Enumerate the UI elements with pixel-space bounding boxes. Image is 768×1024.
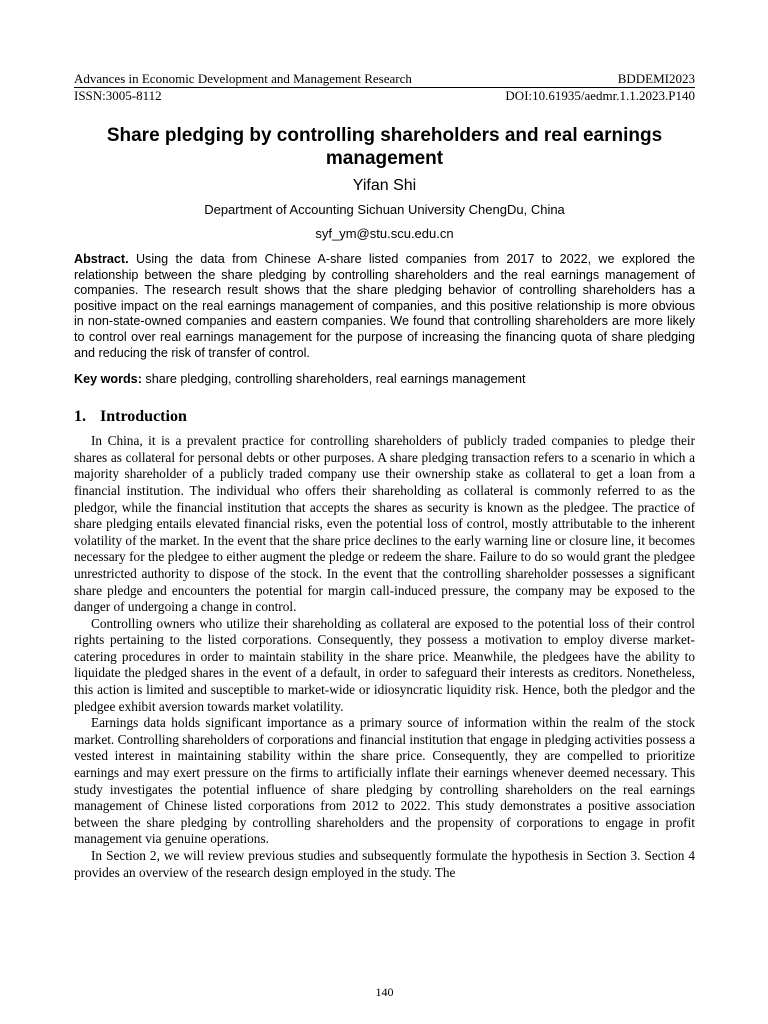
journal-name: Advances in Economic Development and Management Research — [74, 71, 412, 86]
section-title: Introduction — [100, 408, 187, 426]
keywords-text: share pledging, controlling shareholders, real earnings management — [145, 372, 526, 387]
issn: ISSN:3005-8112 — [74, 88, 162, 103]
conference-name: BDDEMI2023 — [617, 71, 695, 86]
paper-page — [74, 0, 695, 1024]
abstract-text: Using the data from Chinese A-share listed companies from 2017 to 2022, we explored the relationship between the share pledging by controlling shareholders and the real earnings management of companies. The research result shows that the share pledging behavior of controlling shareholders has a positive impact on the real earnings management of companies, and this positive relationship is more obvious in non-state-owned companies and eastern companies. We found that controlling shareholders are more likely to control over real earnings management for the purpose of increasing the financing quota of share pledging and reducing the risk of transfer of control. — [74, 252, 696, 360]
abstract — [74, 252, 695, 361]
abstract-label: Abstract. — [74, 252, 129, 266]
paragraph: Controlling owners who utilize their shareholding as collateral are exposed to the potential loss of their control rights pertaining to the listed corporations. Consequently, they possess a motivation to employ diverse market-catering procedures in order to maintain stability in the share price. Meanwhile, the pledgees have the ability to liquidate the pledged shares in the event of a default, in order to safeguard their interests as creditors. Nonetheless, this action is limited and susceptible to market-wide or idiosyncratic liquidity risk. Hence, both the pledgor and the pledgee exhibit aversion towards market volatility. — [74, 615, 695, 714]
running-header-ids — [74, 87, 695, 103]
running-header — [74, 71, 695, 86]
author-name: Yifan Shi — [352, 177, 417, 194]
section-body — [74, 433, 695, 881]
section-heading — [74, 407, 695, 427]
keywords — [74, 371, 695, 387]
paragraph: Earnings data holds significant importance as a primary source of information within the realm of the stock market. Controlling shareholders of corporations and financial institution that engage in pledging activities possess a vested interest in maintaining stability within the share price. Consequently, they are compelled to prioritize earnings and may exert pressure on the firms to artificially inflate their earnings whenever deemed necessary. This study investigates the potential influence of share pledging by controlling shareholders on the real earnings management of Chinese listed corporations from 2012 to 2022. This study demonstrates a positive association between the share pledging by controlling shareholders and the propensity of corporations to engage in profit management via genuine operations. — [74, 715, 695, 847]
paragraph: In Section 2, we will review previous studies and subsequently formulate the hypothesis in Section 3. Section 4 provides an overview of the research design employed in the study. The — [74, 848, 695, 880]
author-affiliation: Department of Accounting Sichuan University ChengDu, China — [204, 202, 565, 217]
author-email: syf_ym@stu.scu.edu.cn — [315, 226, 454, 241]
keywords-label: Key words: — [74, 372, 142, 387]
paper-title: Share pledging by controlling shareholders and real earnings management — [106, 125, 663, 169]
paragraph: In China, it is a prevalent practice for controlling shareholders of publicly traded companies to pledge their shares as collateral for personal debts or other purposes. A share pledging transaction refers to a scenario in which a majority shareholder of a publicly traded company use their ownership stake as collateral to get a loan from a financial institution. The individual who offers their shareholding as collateral is commonly referred to as the pledgor, while the financial institution that accepts the shares as security is known as the pledgee. The practice of share pledging entails elevated financial risks, even the potential loss of control, mostly attributable to the inherent volatility of the market. In the event that the share price declines to the early warning line or closure line, it becomes necessary for the pledgee to either augment the pledge or redeem the share. Failure to do so would grant the pledgee unrestricted authority to dispose of the stock. In the event that the controlling shareholder possesses a significant share pledge and encounters the potential for margin call-induced pressure, the company may be exposed to the danger of undergoing a change in control. — [74, 433, 695, 615]
section-number: 1. — [74, 408, 86, 426]
doi: DOI:10.61935/aedmr.1.1.2023.P140 — [505, 88, 695, 103]
page-number: 140 — [375, 985, 394, 999]
